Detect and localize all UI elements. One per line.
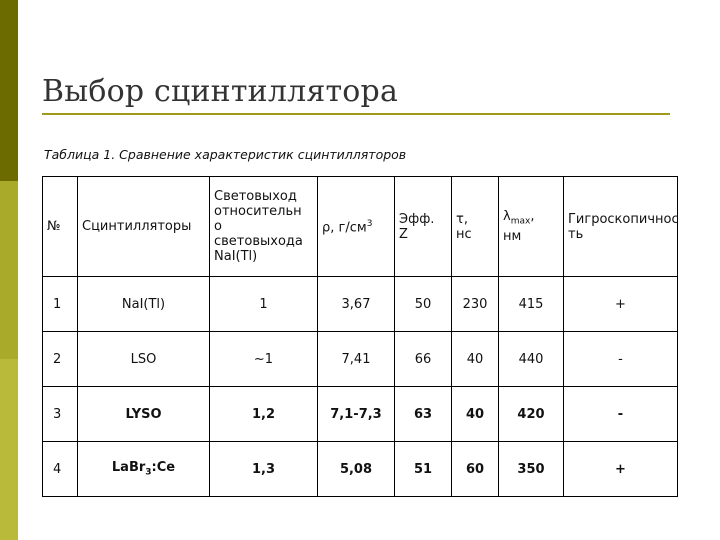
scintillator-table <box>42 176 678 497</box>
row-wavelength: 350 <box>499 442 564 497</box>
row-density: 3,67 <box>318 277 395 332</box>
row-hygroscopicity: - <box>564 387 678 442</box>
header-density-label: ρ, г/см <box>322 220 367 236</box>
sidebar-decoration <box>0 0 18 540</box>
row-zeff: 50 <box>395 277 452 332</box>
table-row <box>43 277 678 332</box>
row-number: 2 <box>43 332 78 387</box>
row-hygroscopicity: + <box>564 442 678 497</box>
row-light-yield: 1 <box>210 277 318 332</box>
header-density-exponent: 3 <box>366 219 373 230</box>
row-scintillator: LSO <box>78 332 210 387</box>
header-hygroscopicity-line: ть <box>568 226 584 242</box>
header-wavelength-line <box>503 209 559 230</box>
header-decay-time-line: τ, <box>456 211 468 227</box>
header-hygroscopicity <box>564 177 678 277</box>
sidebar-band-mid <box>0 181 18 359</box>
table-header-row <box>43 177 678 277</box>
row-density: 7,1-7,3 <box>318 387 395 442</box>
row-light-yield: ~1 <box>210 332 318 387</box>
row-decay-time: 230 <box>452 277 499 332</box>
header-wavelength <box>499 177 564 277</box>
slide-title: Выбор сцинтиллятора <box>42 74 399 109</box>
sidebar-band-light <box>0 359 18 540</box>
header-wavelength-comma: , <box>530 208 535 224</box>
header-hygroscopicity-line: Гигроскопичнос <box>568 211 679 227</box>
row-light-yield: 1,3 <box>210 442 318 497</box>
header-light-yield-line: Световыход <box>214 189 297 204</box>
table-row <box>43 442 678 497</box>
header-number: № <box>43 177 78 277</box>
header-light-yield-line: относительн <box>214 204 302 219</box>
header-light-yield-line: световыхода <box>214 234 303 249</box>
header-wavelength-unit: нм <box>503 229 522 245</box>
header-density <box>318 177 395 277</box>
header-scintillators: Сцинтилляторы <box>78 177 210 277</box>
header-zeff-line: Эфф. <box>399 211 435 227</box>
row-scintillator-main: LaBr <box>111 460 146 476</box>
row-scintillator <box>78 442 210 497</box>
table-row <box>43 387 678 442</box>
row-wavelength: 420 <box>499 387 564 442</box>
header-wavelength-subscript: max <box>510 216 531 227</box>
row-density: 5,08 <box>318 442 395 497</box>
table-caption: Таблица 1. Сравнение характеристик сцинтилляторов <box>44 147 407 162</box>
header-light-yield-line: NaI(Tl) <box>214 249 258 264</box>
row-hygroscopicity: + <box>564 277 678 332</box>
row-zeff: 66 <box>395 332 452 387</box>
row-hygroscopicity: - <box>564 332 678 387</box>
row-scintillator: NaI(Tl) <box>78 277 210 332</box>
row-zeff: 63 <box>395 387 452 442</box>
row-number: 3 <box>43 387 78 442</box>
row-decay-time: 60 <box>452 442 499 497</box>
row-decay-time: 40 <box>452 387 499 442</box>
row-number: 4 <box>43 442 78 497</box>
row-scintillator-tail: :Ce <box>151 460 176 476</box>
header-wavelength-symbol: λ <box>503 208 511 224</box>
row-scintillator: LYSO <box>78 387 210 442</box>
table-row <box>43 332 678 387</box>
header-light-yield-line: о <box>214 219 222 234</box>
sidebar-band-dark <box>0 0 18 181</box>
header-decay-time <box>452 177 499 277</box>
row-zeff: 51 <box>395 442 452 497</box>
header-decay-time-line: нс <box>456 226 472 242</box>
header-zeff-line: Z <box>399 226 408 242</box>
title-underline <box>42 113 670 115</box>
row-number: 1 <box>43 277 78 332</box>
header-zeff <box>395 177 452 277</box>
row-density: 7,41 <box>318 332 395 387</box>
row-scintillator-subscript: 3 <box>145 467 152 478</box>
header-light-yield <box>210 177 318 277</box>
row-decay-time: 40 <box>452 332 499 387</box>
row-wavelength: 415 <box>499 277 564 332</box>
row-wavelength: 440 <box>499 332 564 387</box>
row-light-yield: 1,2 <box>210 387 318 442</box>
